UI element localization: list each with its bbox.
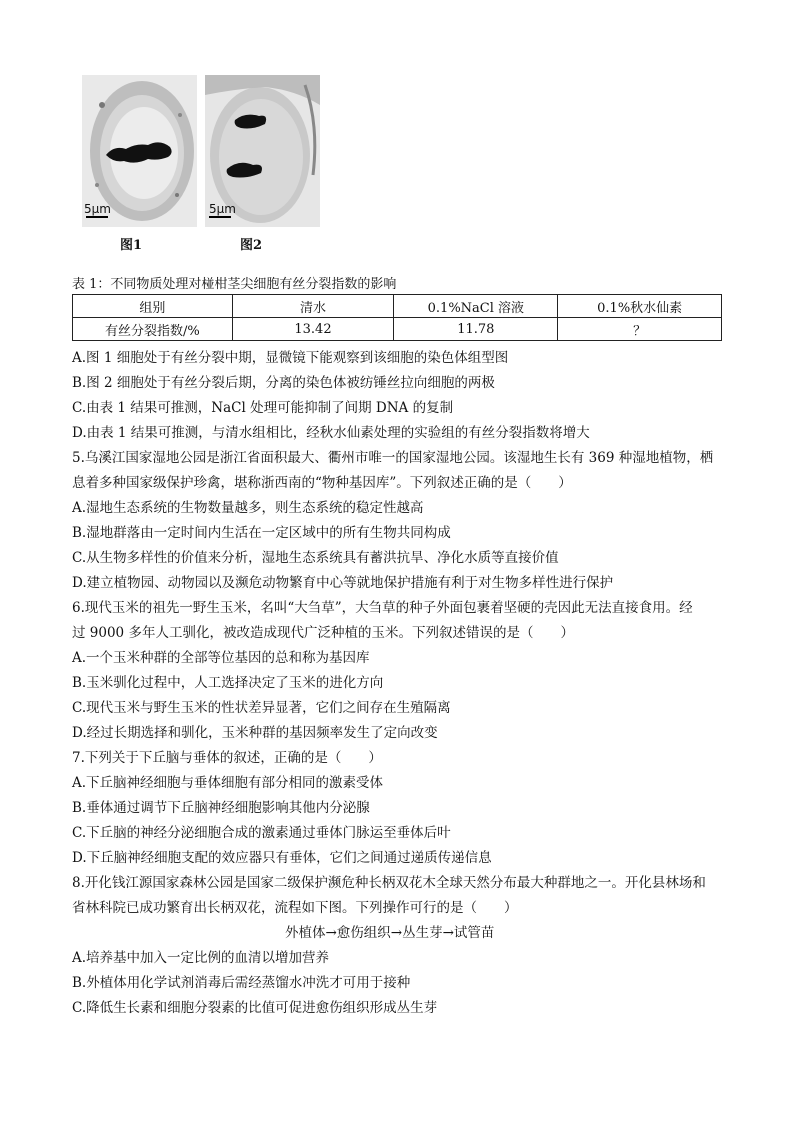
table-caption: 表 1：不同物质处理对椪柑茎尖细胞有丝分裂指数的影响 [72,277,397,292]
table-row [73,318,722,341]
table-header-cell: 0.1%秋水仙素 [558,295,722,318]
question-stem: 6.现代玉米的祖先一野生玉米，名叫“大刍草”，大刍草的种子外面包裹着坚硬的壳因此无法直接食用。经 [72,600,693,616]
table-header-cell: 组别 [73,295,233,318]
question-stem: 省林科院已成功繁育出长柄双花，流程如下图。下列操作可行的是（ ） [72,900,518,916]
option-line: D.经过长期选择和驯化，玉米种群的基因频率发生了定向改变 [72,725,438,741]
option-line: C.降低生长素和细胞分裂素的比值可促进愈伤组织形成丛生芽 [72,1000,438,1016]
table-header-row [73,295,722,318]
scale-bar-label-2: 5μm [209,202,236,216]
mitosis-index-table [72,294,722,341]
micrograph-figure-1 [82,75,197,227]
question-stem: 过 9000 多年人工驯化，被改造成现代广泛种植的玉米。下列叙述错误的是（ ） [72,625,574,641]
option-line: D.下丘脑神经细胞支配的效应器只有垂体，它们之间通过递质传递信息 [72,850,492,866]
option-line: C.现代玉米与野生玉米的性状差异显著，它们之间存在生殖隔离 [72,700,451,716]
option-line: C.由表 1 结果可推测，NaCl 处理可能抑制了间期 DNA 的复制 [72,400,454,416]
option-line: C.下丘脑的神经分泌细胞合成的激素通过垂体门脉运至垂体后叶 [72,825,451,841]
option-line: A.一个玉米种群的全部等位基因的总和称为基因库 [72,650,370,666]
figure-label-1: 图1 [120,238,143,253]
figure-label-2: 图2 [240,238,263,253]
option-line: D.由表 1 结果可推测，与清水组相比，经秋水仙素处理的实验组的有丝分裂指数将增大 [72,425,590,441]
option-line: A.培养基中加入一定比例的血清以增加营养 [72,950,330,966]
question-stem: 7.下列关于下丘脑与垂体的叙述，正确的是（ ） [72,750,382,766]
option-line: A.下丘脑神经细胞与垂体细胞有部分相同的激素受体 [72,775,384,791]
table-cell: 有丝分裂指数/% [73,318,233,341]
scale-bar-label-1: 5μm [84,202,111,216]
option-line: A.湿地生态系统的生物数量越多，则生态系统的稳定性越高 [72,500,424,516]
option-line: B.玉米驯化过程中，人工选择决定了玉米的进化方向 [72,675,384,691]
question-stem: 5.乌溪江国家湿地公园是浙江省面积最大、衢州市唯一的国家湿地公园。该湿地生长有 369 种湿地植物，栖 [72,450,714,466]
option-line: D.建立植物园、动物园以及濒危动物繁育中心等就地保护措施有利于对生物多样性进行保护 [72,575,614,591]
option-line: B.图 2 细胞处于有丝分裂后期，分离的染色体被纺锤丝拉向细胞的两极 [72,375,495,391]
table-cell: 13.42 [232,318,394,341]
option-line: B.垂体通过调节下丘脑神经细胞影响其他内分泌腺 [72,800,370,816]
option-line: B.外植体用化学试剂消毒后需经蒸馏水冲洗才可用于接种 [72,975,411,991]
table-header-cell: 清水 [232,295,394,318]
table-cell: ？ [558,318,722,341]
option-line: C.从生物多样性的价值来分析，湿地生态系统具有蓄洪抗旱、净化水质等直接价值 [72,550,559,566]
table-cell: 11.78 [394,318,558,341]
option-line: A.图 1 细胞处于有丝分裂中期，显微镜下能观察到该细胞的染色体组型图 [72,350,509,366]
tissue-culture-flow: 外植体→愈伤组织→丛生芽→试管苗 [285,925,495,941]
micrograph-figure-2 [205,75,320,227]
option-line: B.湿地群落由一定时间内生活在一定区域中的所有生物共同构成 [72,525,451,541]
question-stem: 8.开化钱江源国家森林公园是国家二级保护濒危种长柄双花木全球天然分布最大种群地之一。开化县林场和 [72,875,706,891]
question-stem: 息着多种国家级保护珍禽，堪称浙西南的“物种基因库”。下列叙述正确的是（ ） [72,475,572,491]
table-header-cell: 0.1%NaCl 溶液 [394,295,558,318]
